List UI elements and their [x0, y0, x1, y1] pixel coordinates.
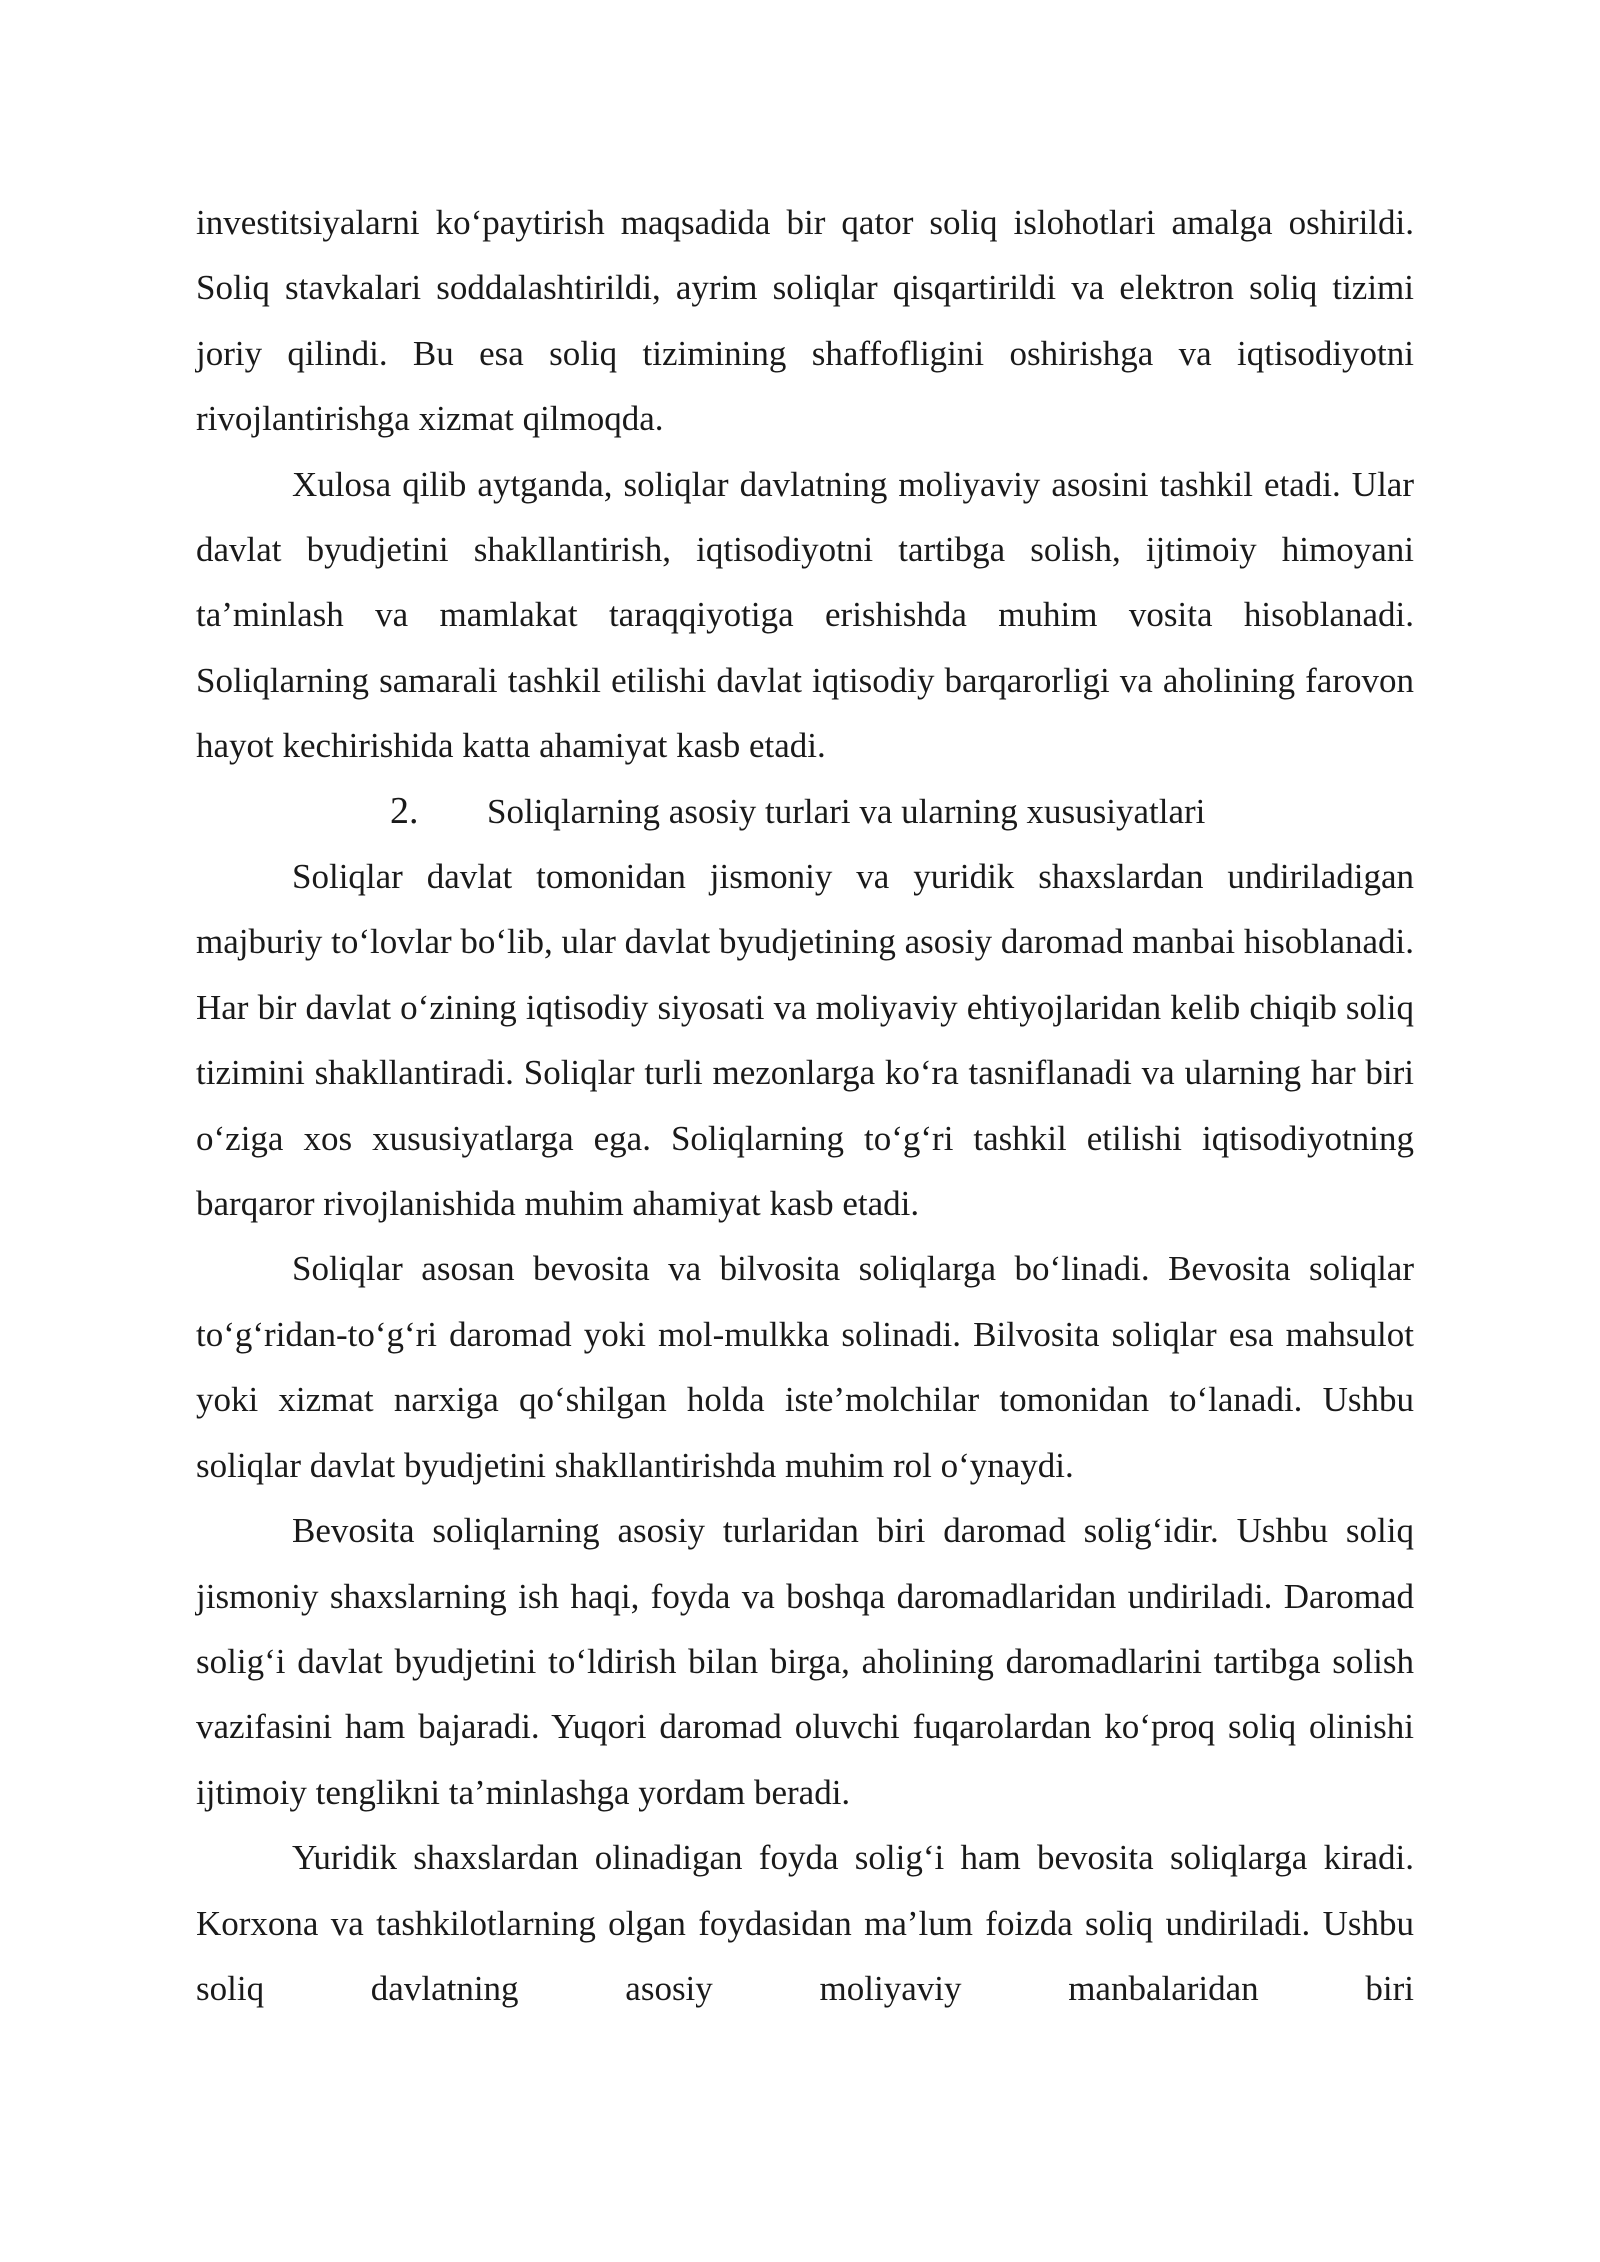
paragraph-conclusion: Xulosa qilib aytganda, soliqlar davlatning moliyaviy asosini tashkil etadi. Ular davlat byudjetini shakllantirish, iqtisodiyotni tartibga solish, ijtimoiy himoyani ta’minlash va mamlakat taraqqiyotiga erishishda muhim vosita hisoblanadi. Soliqlarning samarali tashkil etilishi davlat iqtisodiy barqarorligi va aholining farovon hayot kechirishida katta ahamiyat kasb etadi.	[196, 464, 1414, 766]
paragraph-continued: investitsiyalarni ko‘paytirish maqsadida bir qator soliq islohotlari amalga oshirildi. Soliq stavkalari soddalashtirildi, ayrim soliqlar qisqartirildi va elektron soliq tizimi joriy qilindi. Bu esa soliq tizimining shaffofligini oshirishga va iqtisodiyotni rivojlantirishga xizmat qilmoqda.	[196, 203, 1414, 439]
paragraph-direct-indirect: Soliqlar asosan bevosita va bilvosita soliqlarga bo‘linadi. Bevosita soliqlar to‘g‘ridan-to‘g‘ri daromad yoki mol-mulkka solinadi. Bilvosita soliqlar esa mahsulot yoki xizmat narxiga qo‘shilgan holda iste’molchilar tomonidan to‘lanadi. Ushbu soliqlar davlat byudjetini shakllantirishda muhim rol o‘ynaydi.	[196, 1249, 1414, 1485]
section-title: Soliqlarning asosiy turlari va ularning xususiyatlari	[487, 791, 1206, 831]
paragraph-profit-tax: Yuridik shaxslardan olinadigan foyda solig‘i ham bevosita soliqlarga kiradi. Korxona va tashkilotlarning olgan foydasidan ma’lum foizda soliq undiriladi. Ushbu soliq davlatning asosiy moliyaviy manbalaridan biri	[196, 1838, 1414, 2008]
page-body	[196, 190, 1414, 2021]
section-heading	[196, 779, 1414, 844]
paragraph-income-tax: Bevosita soliqlarning asosiy turlaridan biri daromad solig‘idir. Ushbu soliq jismoniy shaxslarning ish haqi, foyda va boshqa daromadlaridan undiriladi. Daromad solig‘i davlat byudjetini to‘ldirish bilan birga, aholining daromadlarini tartibga solish vazifasini ham bajaradi. Yuqori daromad oluvchi fuqarolardan ko‘proq soliq olinishi ijtimoiy tenglikni ta’minlashga yordam beradi.	[196, 1511, 1414, 1812]
paragraph-taxes-definition: Soliqlar davlat tomonidan jismoniy va yuridik shaxslardan undiriladigan majburiy to‘lovlar bo‘lib, ular davlat byudjetining asosiy daromad manbai hisoblanadi. Har bir davlat o‘zining iqtisodiy siyosati va moliyaviy ehtiyojlaridan kelib chiqib soliq tizimini shakllantiradi. Soliqlar turli mezonlarga ko‘ra tasniflanadi va ularning har biri o‘ziga xos xususiyatlarga ega. Soliqlarning to‘g‘ri tashkil etilishi iqtisodiyotning barqaror rivojlanishida muhim ahamiyat kasb etadi.	[196, 857, 1414, 1224]
section-number: 2.	[390, 789, 419, 832]
